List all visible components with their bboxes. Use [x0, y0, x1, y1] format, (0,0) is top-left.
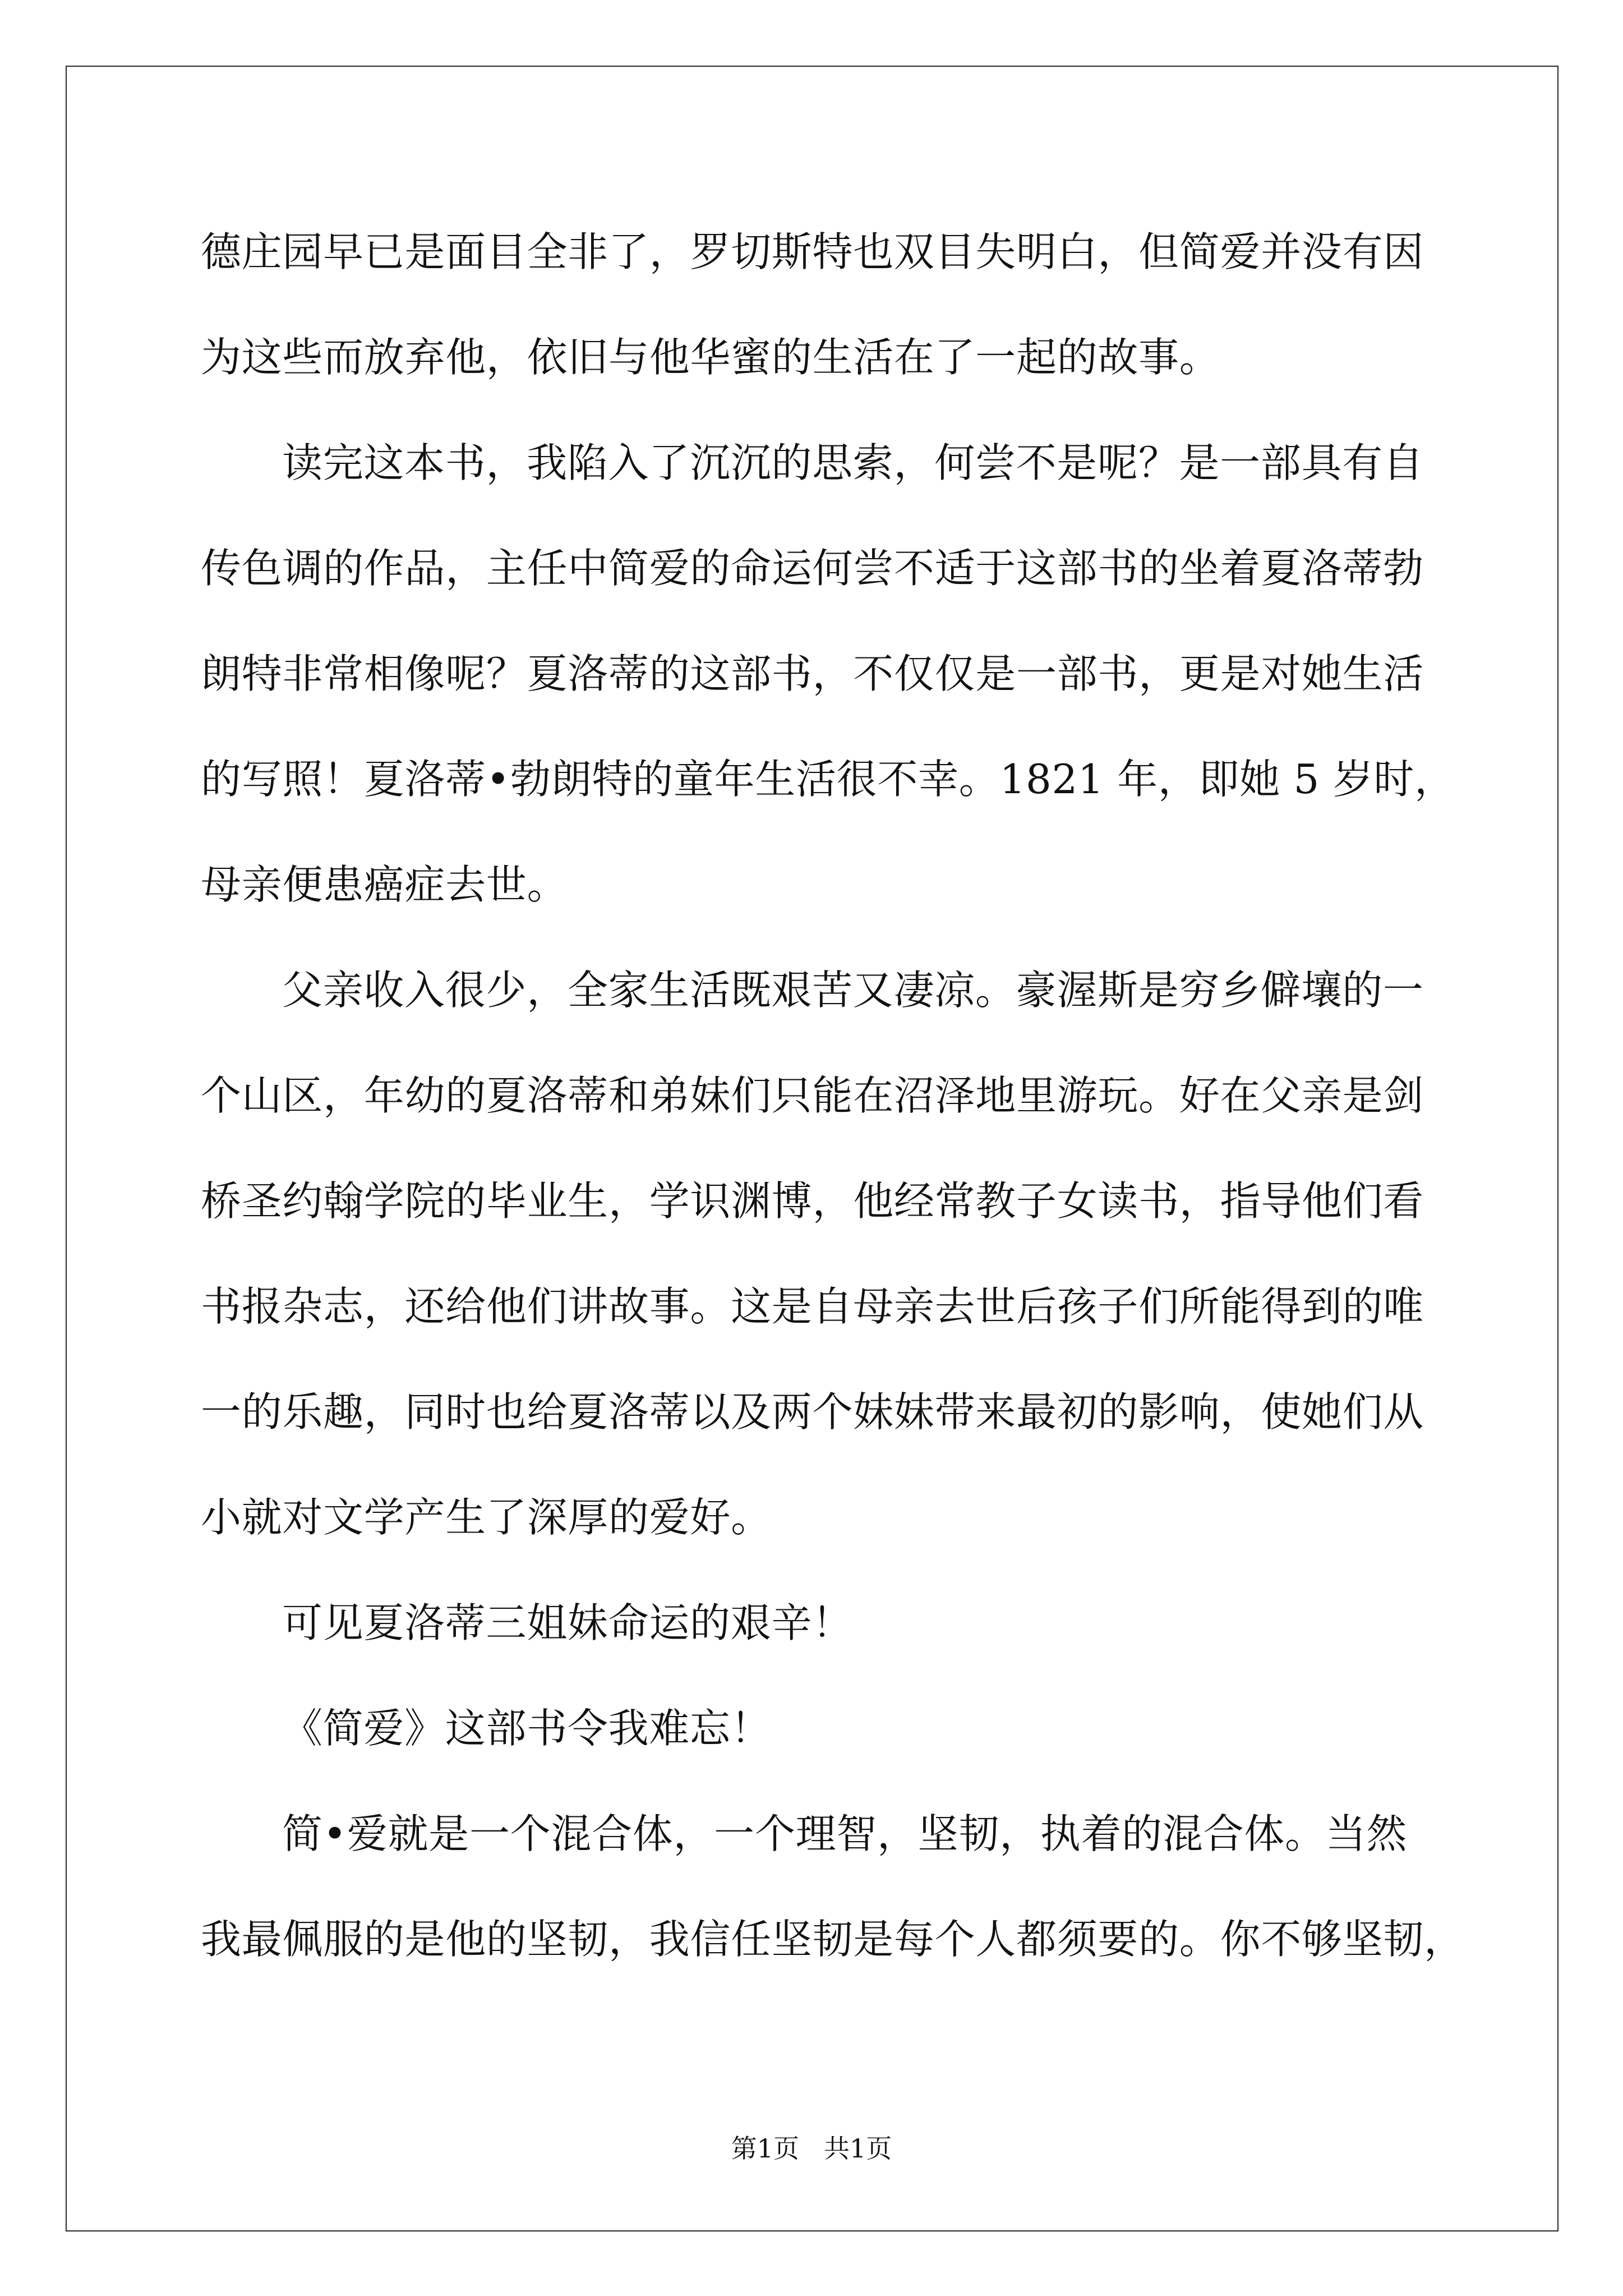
- document-body: [201, 199, 1465, 1992]
- text-line: 传色调的作品，主任中简爱的命运何尝不适于这部书的坐着夏洛蒂勃: [201, 545, 1424, 592]
- text-line: 个山区，年幼的夏洛蒂和弟妹们只能在沼泽地里游玩。好在父亲是剑: [201, 1072, 1424, 1119]
- text-line: 简•爱就是一个混合体，一个理智，坚韧，执着的混合体。当然: [282, 1810, 1408, 1857]
- text-line: 小就对文学产生了深厚的爱好。: [201, 1494, 772, 1541]
- page-footer: [0, 2132, 1623, 2165]
- text-line: 为这些而放弃他，依旧与他华蜜的生活在了一起的故事。: [201, 334, 1220, 381]
- paragraph: [201, 937, 1457, 1570]
- paragraph: [201, 1781, 1465, 1992]
- text-line: 读完这本书，我陷入了沉沉的思索，何尝不是呢？是一部具有自: [282, 439, 1424, 486]
- page-total: 共1页: [824, 2133, 892, 2164]
- text-line: 可见夏洛蒂三姐妹命运的艰辛！: [282, 1599, 853, 1646]
- text-line: 我最佩服的是他的坚韧，我信任坚韧是每个人都须要的。你不够坚韧，: [201, 1916, 1465, 1963]
- text-line: 父亲收入很少，全家生活既艰苦又凄凉。豪渥斯是穷乡僻壤的一: [282, 967, 1424, 1014]
- paragraph: [201, 1676, 1457, 1781]
- paragraph-continued: [201, 199, 1457, 410]
- text-line: 书报杂志，还给他们讲故事。这是自母亲去世后孩子们所能得到的唯: [201, 1283, 1424, 1330]
- text-line: 一的乐趣，同时也给夏洛蒂以及两个妹妹带来最初的影响，使她们从: [201, 1388, 1424, 1435]
- text-line: 《简爱》这部书令我难忘！: [282, 1705, 772, 1752]
- page-number: 第1页: [731, 2133, 799, 2164]
- text-line: 朗特非常相像呢？夏洛蒂的这部书，不仅仅是一部书，更是对她生活: [201, 650, 1424, 697]
- text-line: 德庄园早已是面目全非了，罗切斯特也双目失明白，但简爱并没有因: [201, 228, 1424, 275]
- text-line: 的写照！夏洛蒂•勃朗特的童年生活很不幸。1821 年，即她 5 岁时，: [201, 756, 1455, 803]
- text-line: 桥圣约翰学院的毕业生，学识渊博，他经常教子女读书，指导他们看: [201, 1177, 1424, 1225]
- paragraph: [201, 410, 1457, 937]
- text-line: 母亲便患癌症去世。: [201, 861, 568, 908]
- paragraph: [201, 1570, 1457, 1676]
